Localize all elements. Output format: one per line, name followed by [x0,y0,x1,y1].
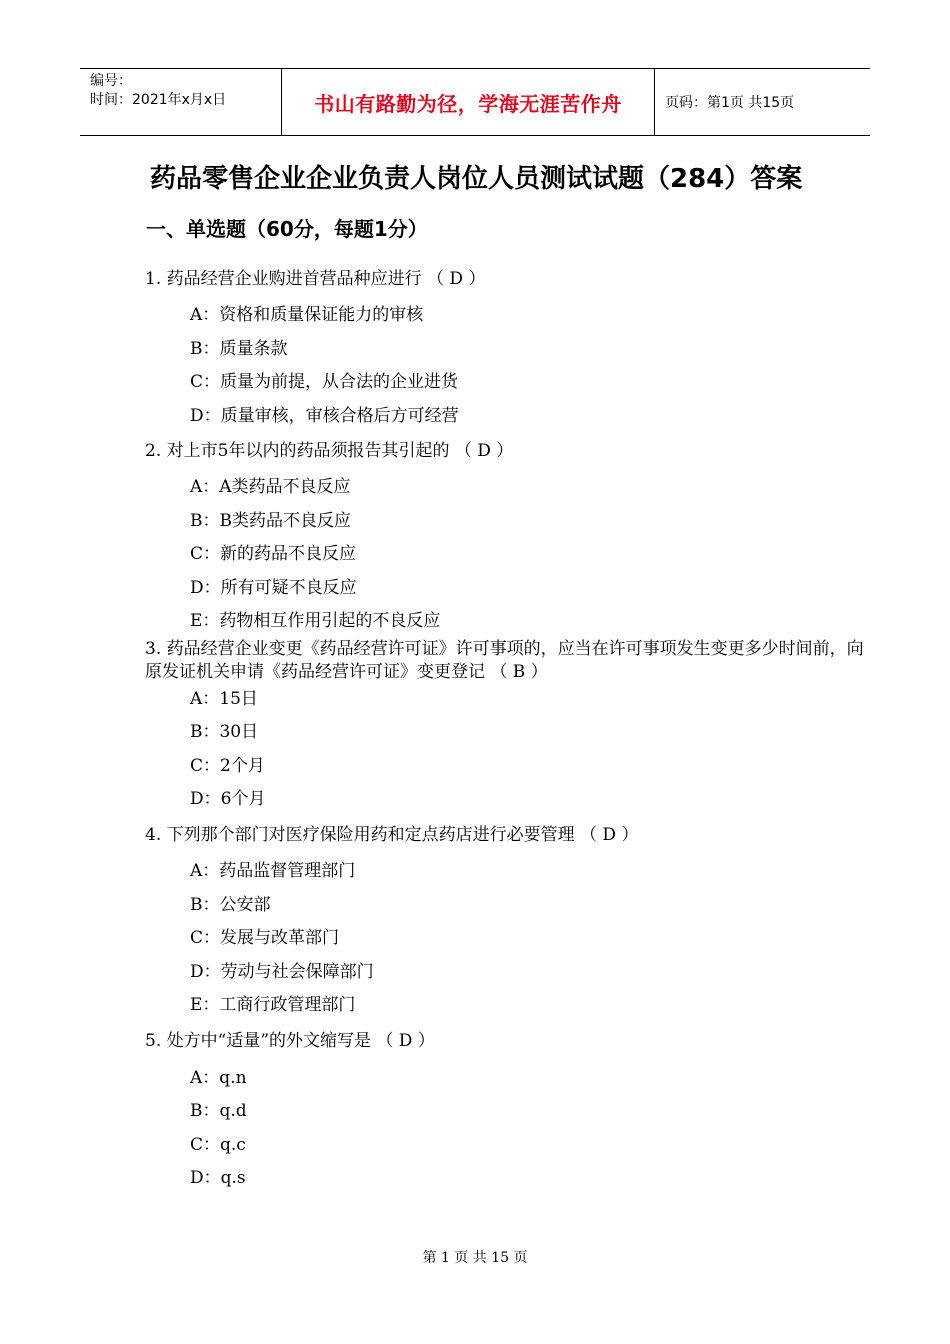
question-2: 2. 对上市5年以内的药品须报告其引起的 （ D ） [145,441,514,461]
question-5-option-a: A：q.n [190,1068,247,1088]
question-2-option-b: B：B类药品不良反应 [190,511,351,531]
page-info: 页码：第1页 共15页 [665,95,795,111]
section-title: 一、单选题（60分，每题1分） [146,217,428,241]
question-2-option-e: E：药物相互作用引起的不良反应 [190,611,441,631]
time-label: 时间：2021年x月x日 [90,92,227,108]
question-2-option-c: C：新的药品不良反应 [190,544,357,564]
question-5-option-d: D：q.s [190,1168,246,1188]
header-page-cell [655,69,870,135]
header-meta-cell [80,69,282,135]
question-3: 3. 药品经营企业变更《药品经营许可证》许可事项的，应当在许可事项发生变更多少时间前，向原发证机关申请《药品经营许可证》变更登记 （ B ） [145,639,864,682]
question-1-option-d: D：质量审核，审核合格后方可经营 [190,406,459,426]
question-1-option-a: A：资格和质量保证能力的审核 [190,305,424,325]
question-2-option-d: D：所有可疑不良反应 [190,578,357,598]
question-3-option-c: C：2个月 [190,756,265,776]
question-5-option-c: C：q.c [190,1135,246,1155]
number-label: 编号： [90,73,132,89]
question-5-option-b: B：q.d [190,1101,247,1121]
header-table [80,68,870,136]
question-1-option-b: B：质量条款 [190,339,288,359]
question-3-option-b: B：30日 [190,722,259,742]
question-4: 4. 下列那个部门对医疗保险用药和定点药店进行必要管理 （ D ） [145,825,639,845]
motto-text: 书山有路勤为径，学海无涯苦作舟 [314,91,622,116]
question-4-option-c: C：发展与改革部门 [190,928,340,948]
question-4-option-e: E：工商行政管理部门 [190,995,356,1015]
question-2-option-a: A：A类药品不良反应 [190,477,351,497]
question-1-option-c: C：质量为前提，从合法的企业进货 [190,372,459,392]
page-footer: 第 1 页 共 15 页 [422,1250,528,1266]
question-4-option-a: A：药品监督管理部门 [190,861,356,881]
question-4-option-b: B：公安部 [190,895,271,915]
document-title: 药品零售企业企业负责人岗位人员测试试题（284）答案 [150,164,803,194]
question-4-option-d: D：劳动与社会保障部门 [190,962,374,982]
question-5: 5. 处方中“适量”的外文缩写是 （ D ） [145,1031,435,1051]
header-motto-cell [282,69,655,135]
question-1: 1. 药品经营企业购进首营品种应进行 （ D ） [145,269,486,289]
question-3-option-a: A：15日 [190,689,258,709]
question-3-option-d: D：6个月 [190,789,266,809]
